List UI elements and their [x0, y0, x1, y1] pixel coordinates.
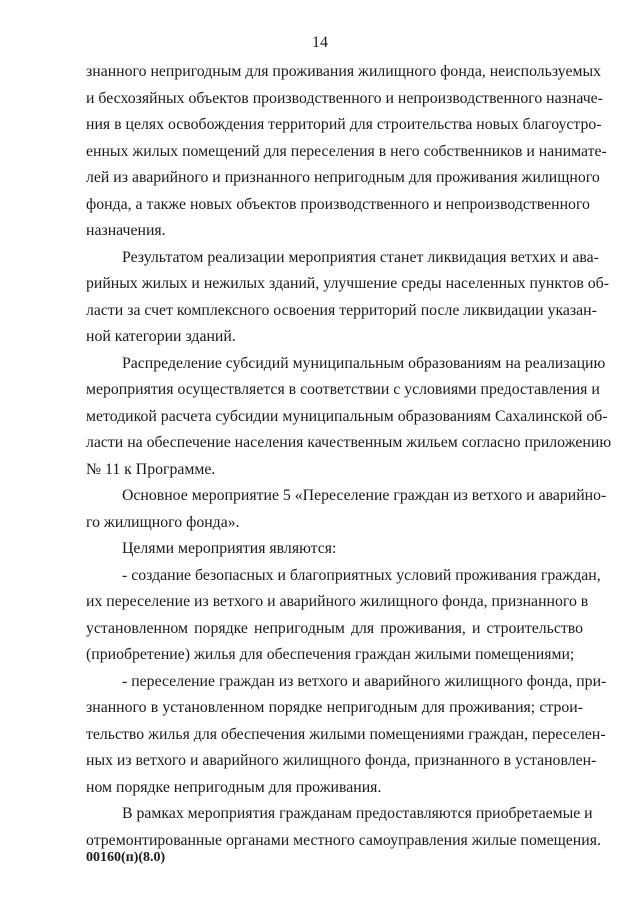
paragraph [86, 669, 607, 802]
paragraph [86, 563, 601, 669]
text-line: Распределение субсидий муниципальным образованиям на реализацию [122, 354, 606, 372]
text-line: В рамках мероприятия гражданам предоставляются приобретаемые и [122, 805, 593, 822]
text-line: енных жилых помещений для переселения в него собственников и нанимате- [86, 142, 607, 160]
text-line: ласти на обеспечение населения качественным жильем согласно приложению [86, 434, 612, 451]
text-line: методикой расчета субсидии муниципальным образованиям Сахалинской об- [86, 407, 608, 425]
text-line: знанного в установленном порядке непригодным для проживания; строи- [86, 699, 583, 716]
footer-code: 00160(п)(8.0) [86, 850, 166, 865]
paragraph [86, 245, 609, 351]
text-line: Основное мероприятие 5 «Переселение граждан из ветхого и аварийно- [122, 487, 607, 504]
text-line: рийных жилых и нежилых зданий, улучшение среды населенных пунктов об- [86, 275, 609, 292]
text-line: ном порядке непригодным для проживания. [86, 778, 382, 796]
text-line: Результатом реализации мероприятия станет ликвидация ветхих и ава- [122, 248, 599, 266]
page-number: 14 [312, 34, 328, 51]
text-line: лей из аварийного и признанного непригодным для проживания жилищного [86, 169, 600, 186]
text-line: установленном порядке непригодным для проживания, и строительство [86, 619, 583, 637]
text-line: тельство жилья для обеспечения жилыми помещениями граждан, переселен- [86, 725, 606, 743]
text-line: (приобретение) жилья для обеспечения граждан жилыми помещениями; [86, 646, 575, 663]
paragraph [86, 801, 601, 854]
paragraph [86, 351, 612, 484]
text-line: мероприятия осуществляется в соответствии с условиями предоставления и [86, 381, 600, 398]
text-line: отремонтированные органами местного самоуправления жилые помещения. [86, 831, 601, 849]
paragraph [86, 59, 607, 245]
paragraph [86, 483, 607, 536]
text-line: ния в целях освобождения территорий для строительства новых благоустро- [86, 116, 602, 133]
text-line: - создание безопасных и благоприятных условий проживания граждан, [122, 566, 601, 584]
text-line: ной категории зданий. [86, 328, 236, 345]
text-line: фонда, а также новых объектов производственного и непроизводственного [86, 195, 590, 213]
paragraph [86, 536, 583, 563]
text-line: знанного непригодным для проживания жилищного фонда, неиспользуемых [86, 63, 602, 80]
text-line: - переселение граждан из ветхого и аварийного жилищного фонда, при- [122, 672, 607, 690]
text-line: их переселение из ветхого и аварийного жилищного фонда, признанного в [86, 593, 589, 610]
text-line: ласти за счет комплексного освоения территорий после ликвидации указан- [86, 301, 597, 319]
text-line: и бесхозяйных объектов производственного и непроизводственного назначе- [86, 89, 603, 107]
document-body [86, 59, 612, 854]
text-line: назначения. [86, 222, 166, 239]
text-line: № 11 к Программе. [86, 460, 216, 478]
text-line: Целями мероприятия являются: [122, 540, 337, 557]
text-line: го жилищного фонда». [86, 513, 240, 531]
text-line: ных из ветхого и аварийного жилищного фонда, признанного в установлен- [86, 752, 597, 769]
